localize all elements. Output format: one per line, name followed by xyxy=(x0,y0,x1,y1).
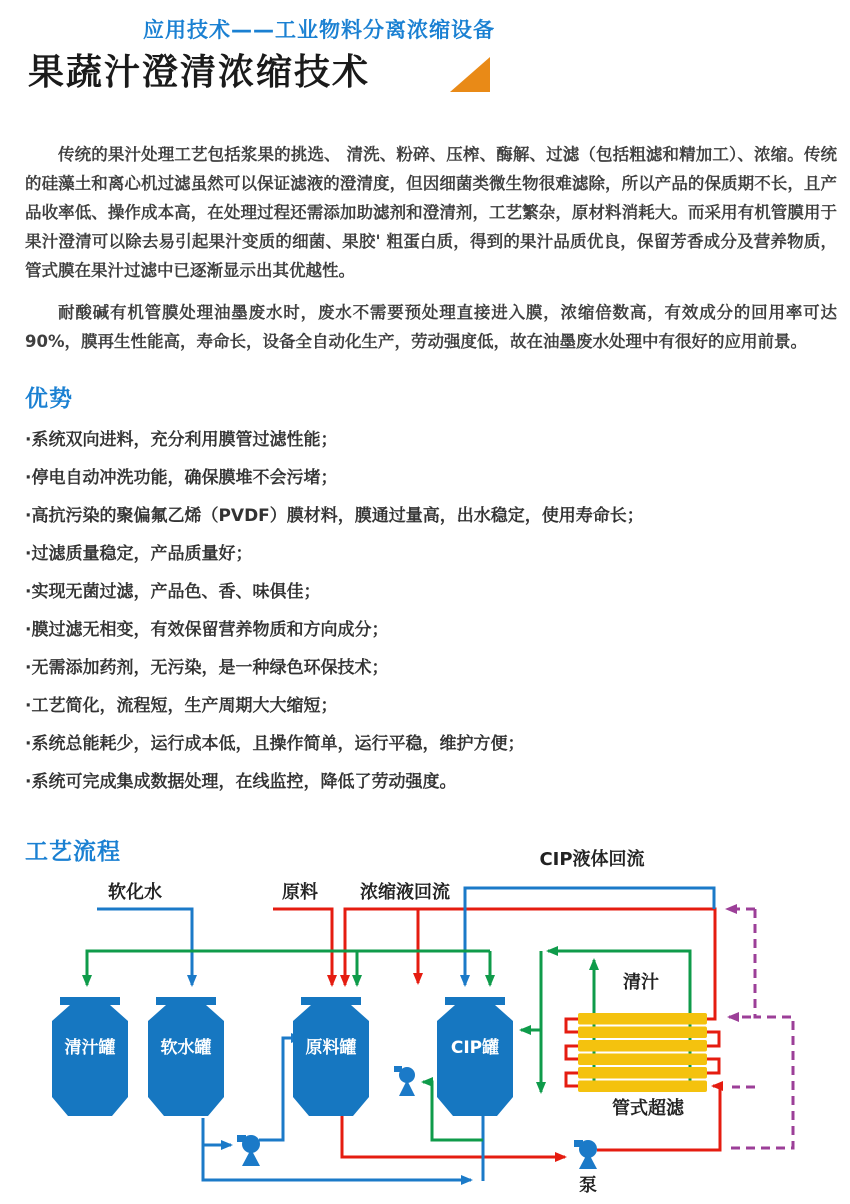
pump-soft-water-icon xyxy=(237,1135,260,1166)
pump-feed-icon xyxy=(574,1140,597,1169)
tank-clear-juice xyxy=(52,997,128,1116)
advantage-item: ·过滤质量稳定，产品质量好； xyxy=(25,544,253,564)
process-flow-diagram xyxy=(0,824,850,1204)
header-subtitle: 应用技术——工业物料分离浓缩设备 xyxy=(143,18,495,42)
advantage-item: ·膜过滤无相变，有效保留营养物质和方向成分； xyxy=(25,620,389,640)
label-clear-juice: 清汁 xyxy=(623,972,659,993)
advantage-item: ·系统可完成集成数据处理，在线监控，降低了劳动强度。 xyxy=(25,772,457,792)
pumps xyxy=(237,1066,597,1169)
label-raw-material: 原料 xyxy=(282,882,318,903)
page-title: 果蔬汁澄清浓缩技术 xyxy=(28,52,371,93)
cip-dashed-lines xyxy=(726,909,793,1148)
tank-cip xyxy=(437,997,513,1116)
label-concentrate-return: 浓缩液回流 xyxy=(360,882,450,903)
tank-label: 软水罐 xyxy=(160,1038,212,1058)
label-pump: 泵 xyxy=(579,1175,597,1196)
advantages-heading: 优势 xyxy=(25,386,73,412)
advantage-item: ·系统双向进料，充分利用膜管过滤性能； xyxy=(25,430,338,450)
tank-raw-material xyxy=(293,997,369,1116)
label-tubular-uf: 管式超滤 xyxy=(612,1098,684,1119)
label-cip-return: CIP液体回流 xyxy=(539,849,645,870)
advantage-item: ·无需添加药剂，无污染，是一种绿色环保技术； xyxy=(25,658,389,678)
tank-label: 清汁罐 xyxy=(64,1038,116,1058)
label-soft-water: 软化水 xyxy=(108,882,162,903)
advantage-item: ·工艺简化，流程短，生产周期大大缩短； xyxy=(25,696,338,716)
title-triangle-icon xyxy=(450,57,490,92)
pump-cip-transfer-icon xyxy=(394,1066,415,1096)
intro-paragraph-2: 耐酸碱有机管膜处理油墨废水时，废水不需要预处理直接进入膜，浓缩倍数高，有效成分的回用率可达90%，膜再生性能高，寿命长，设备全自动化生产，劳动强度低，故在油墨废水处理中有很好的应用前景。 xyxy=(25,303,837,351)
advantages-list xyxy=(25,428,837,808)
advantage-item: ·系统总能耗少，运行成本低，且操作简单，运行平稳，维护方便； xyxy=(25,734,525,754)
intro-paragraph-1: 传统的果汁处理工艺包括浆果的挑选、 清洗、粉碎、压榨、酶解、过滤（包括粗滤和精加工）、浓缩。传统的硅藻土和离心机过滤虽然可以保证滤液的澄清度，但因细菌类微生物很难滤除，所以产品的保质期不长，且产品收率低、操作成本高，在处理过程还需添加助滤剂和澄清剂，工艺繁杂，原材料消耗大。而采用有机管膜用于果汁澄清可以除去易引起果汁变质的细菌、果胶' 粗蛋白质，得到的果汁品质优良，保留芳香成分及营养物质，管式膜在果汁过滤中已逐渐显示出其优越性。 xyxy=(25,145,837,280)
tubular-uf-module xyxy=(566,1013,719,1092)
tank-soft-water xyxy=(148,997,224,1116)
advantage-item: ·实现无菌过滤，产品色、香、味俱佳； xyxy=(25,582,321,602)
tank-label: CIP罐 xyxy=(450,1038,500,1058)
advantage-item: ·高抗污染的聚偏氟乙烯（PVDF）膜材料，膜通过量高，出水稳定，使用寿命长； xyxy=(25,506,644,526)
process-flow-heading: 工艺流程 xyxy=(25,839,121,865)
tank-label: 原料罐 xyxy=(305,1038,357,1058)
advantage-item: ·停电自动冲洗功能，确保膜堆不会污堵； xyxy=(25,468,338,488)
